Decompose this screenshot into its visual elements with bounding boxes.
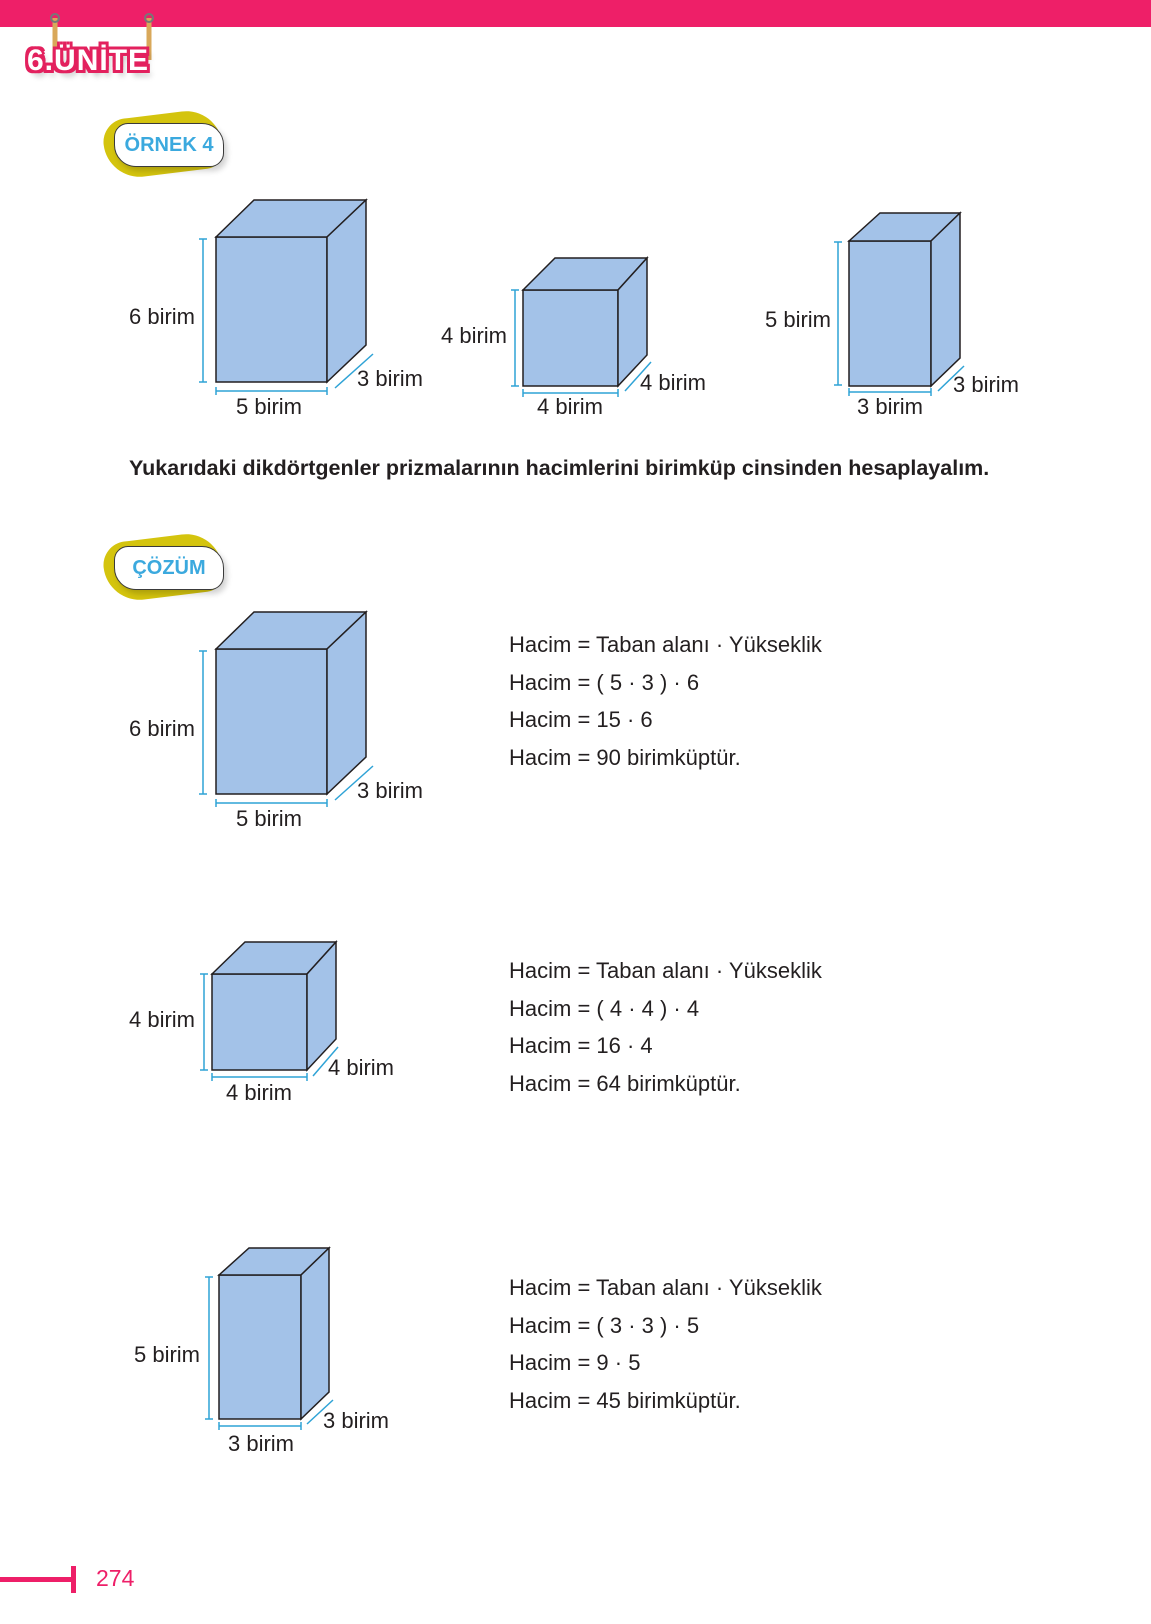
unit-word: ÜNİTE xyxy=(54,44,150,77)
solution-prism-3-height: 5 birim xyxy=(134,1342,201,1367)
solution-tag-label: ÇÖZÜM xyxy=(114,546,224,590)
formula-line: Hacim = 15 · 6 xyxy=(509,707,653,732)
formula-line: Hacim = ( 3 · 3 ) · 5 xyxy=(509,1312,700,1338)
unit-badge xyxy=(25,12,175,92)
footer-accent-line xyxy=(0,1577,74,1582)
example-tag-label: ÖRNEK 4 xyxy=(114,123,224,167)
example-prism-3-height: 5 birim xyxy=(765,307,832,332)
example-prism-1-width: 5 birim xyxy=(236,394,303,419)
footer-accent-tick xyxy=(71,1566,76,1593)
formula-result: Hacim = 45 birimküptür. xyxy=(509,1387,741,1413)
example-prism-3 xyxy=(832,208,982,398)
formula-line: Hacim = ( 4 · 4 ) · 4 xyxy=(509,995,700,1021)
solution-tag xyxy=(104,533,229,601)
formula-line: Hacim = 9 · 5 xyxy=(509,1350,641,1375)
solution-1-formula xyxy=(509,626,822,776)
example-question: Yukarıdaki dikdörtgenler prizmalarının hacimlerini birimküp cinsinden hesaplayalım. xyxy=(129,456,990,480)
example-prism-1-depth: 3 birim xyxy=(357,366,424,391)
formula-result: Hacim = 64 birimküptür. xyxy=(509,1070,741,1096)
example-prism-2-depth: 4 birim xyxy=(640,370,707,395)
example-prism-1-height: 6 birim xyxy=(129,304,196,329)
example-prism-2-width: 4 birim xyxy=(537,394,604,419)
solution-prism-1-height: 6 birim xyxy=(129,716,196,741)
formula-result: Hacim = 90 birimküptür. xyxy=(509,744,741,770)
solution-prism-3-depth: 3 birim xyxy=(323,1408,390,1433)
formula-line: Hacim = Taban alanı · Yükseklik xyxy=(509,958,822,983)
solution-prism-1-width: 5 birim xyxy=(236,806,303,831)
solution-prism-1 xyxy=(195,607,375,802)
example-prism-3-depth: 3 birim xyxy=(953,372,1020,397)
example-prism-2 xyxy=(508,252,658,402)
solution-prism-2-height: 4 birim xyxy=(129,1007,196,1032)
solution-3-formula xyxy=(509,1269,822,1419)
solution-prism-3 xyxy=(203,1243,353,1433)
example-prism-1 xyxy=(195,195,375,390)
formula-line: Hacim = Taban alanı · Yükseklik xyxy=(509,632,822,657)
solution-prism-2-width: 4 birim xyxy=(226,1080,293,1105)
formula-line: Hacim = ( 5 · 3 ) · 6 xyxy=(509,669,700,695)
solution-prism-3-width: 3 birim xyxy=(228,1431,295,1456)
unit-badge-text xyxy=(27,44,149,78)
page-number: 274 xyxy=(96,1565,135,1591)
solution-prism-2-depth: 4 birim xyxy=(328,1055,395,1080)
example-prism-2-height: 4 birim xyxy=(441,323,508,348)
formula-line: Hacim = Taban alanı · Yükseklik xyxy=(509,1275,822,1300)
example-prism-3-width: 3 birim xyxy=(857,394,924,419)
formula-line: Hacim = 16 · 4 xyxy=(509,1033,653,1058)
solution-prism-2 xyxy=(198,937,348,1087)
solution-2-formula xyxy=(509,952,822,1102)
example-tag xyxy=(104,110,229,178)
solution-prism-1-depth: 3 birim xyxy=(357,778,424,803)
unit-number: 6. xyxy=(27,44,55,77)
